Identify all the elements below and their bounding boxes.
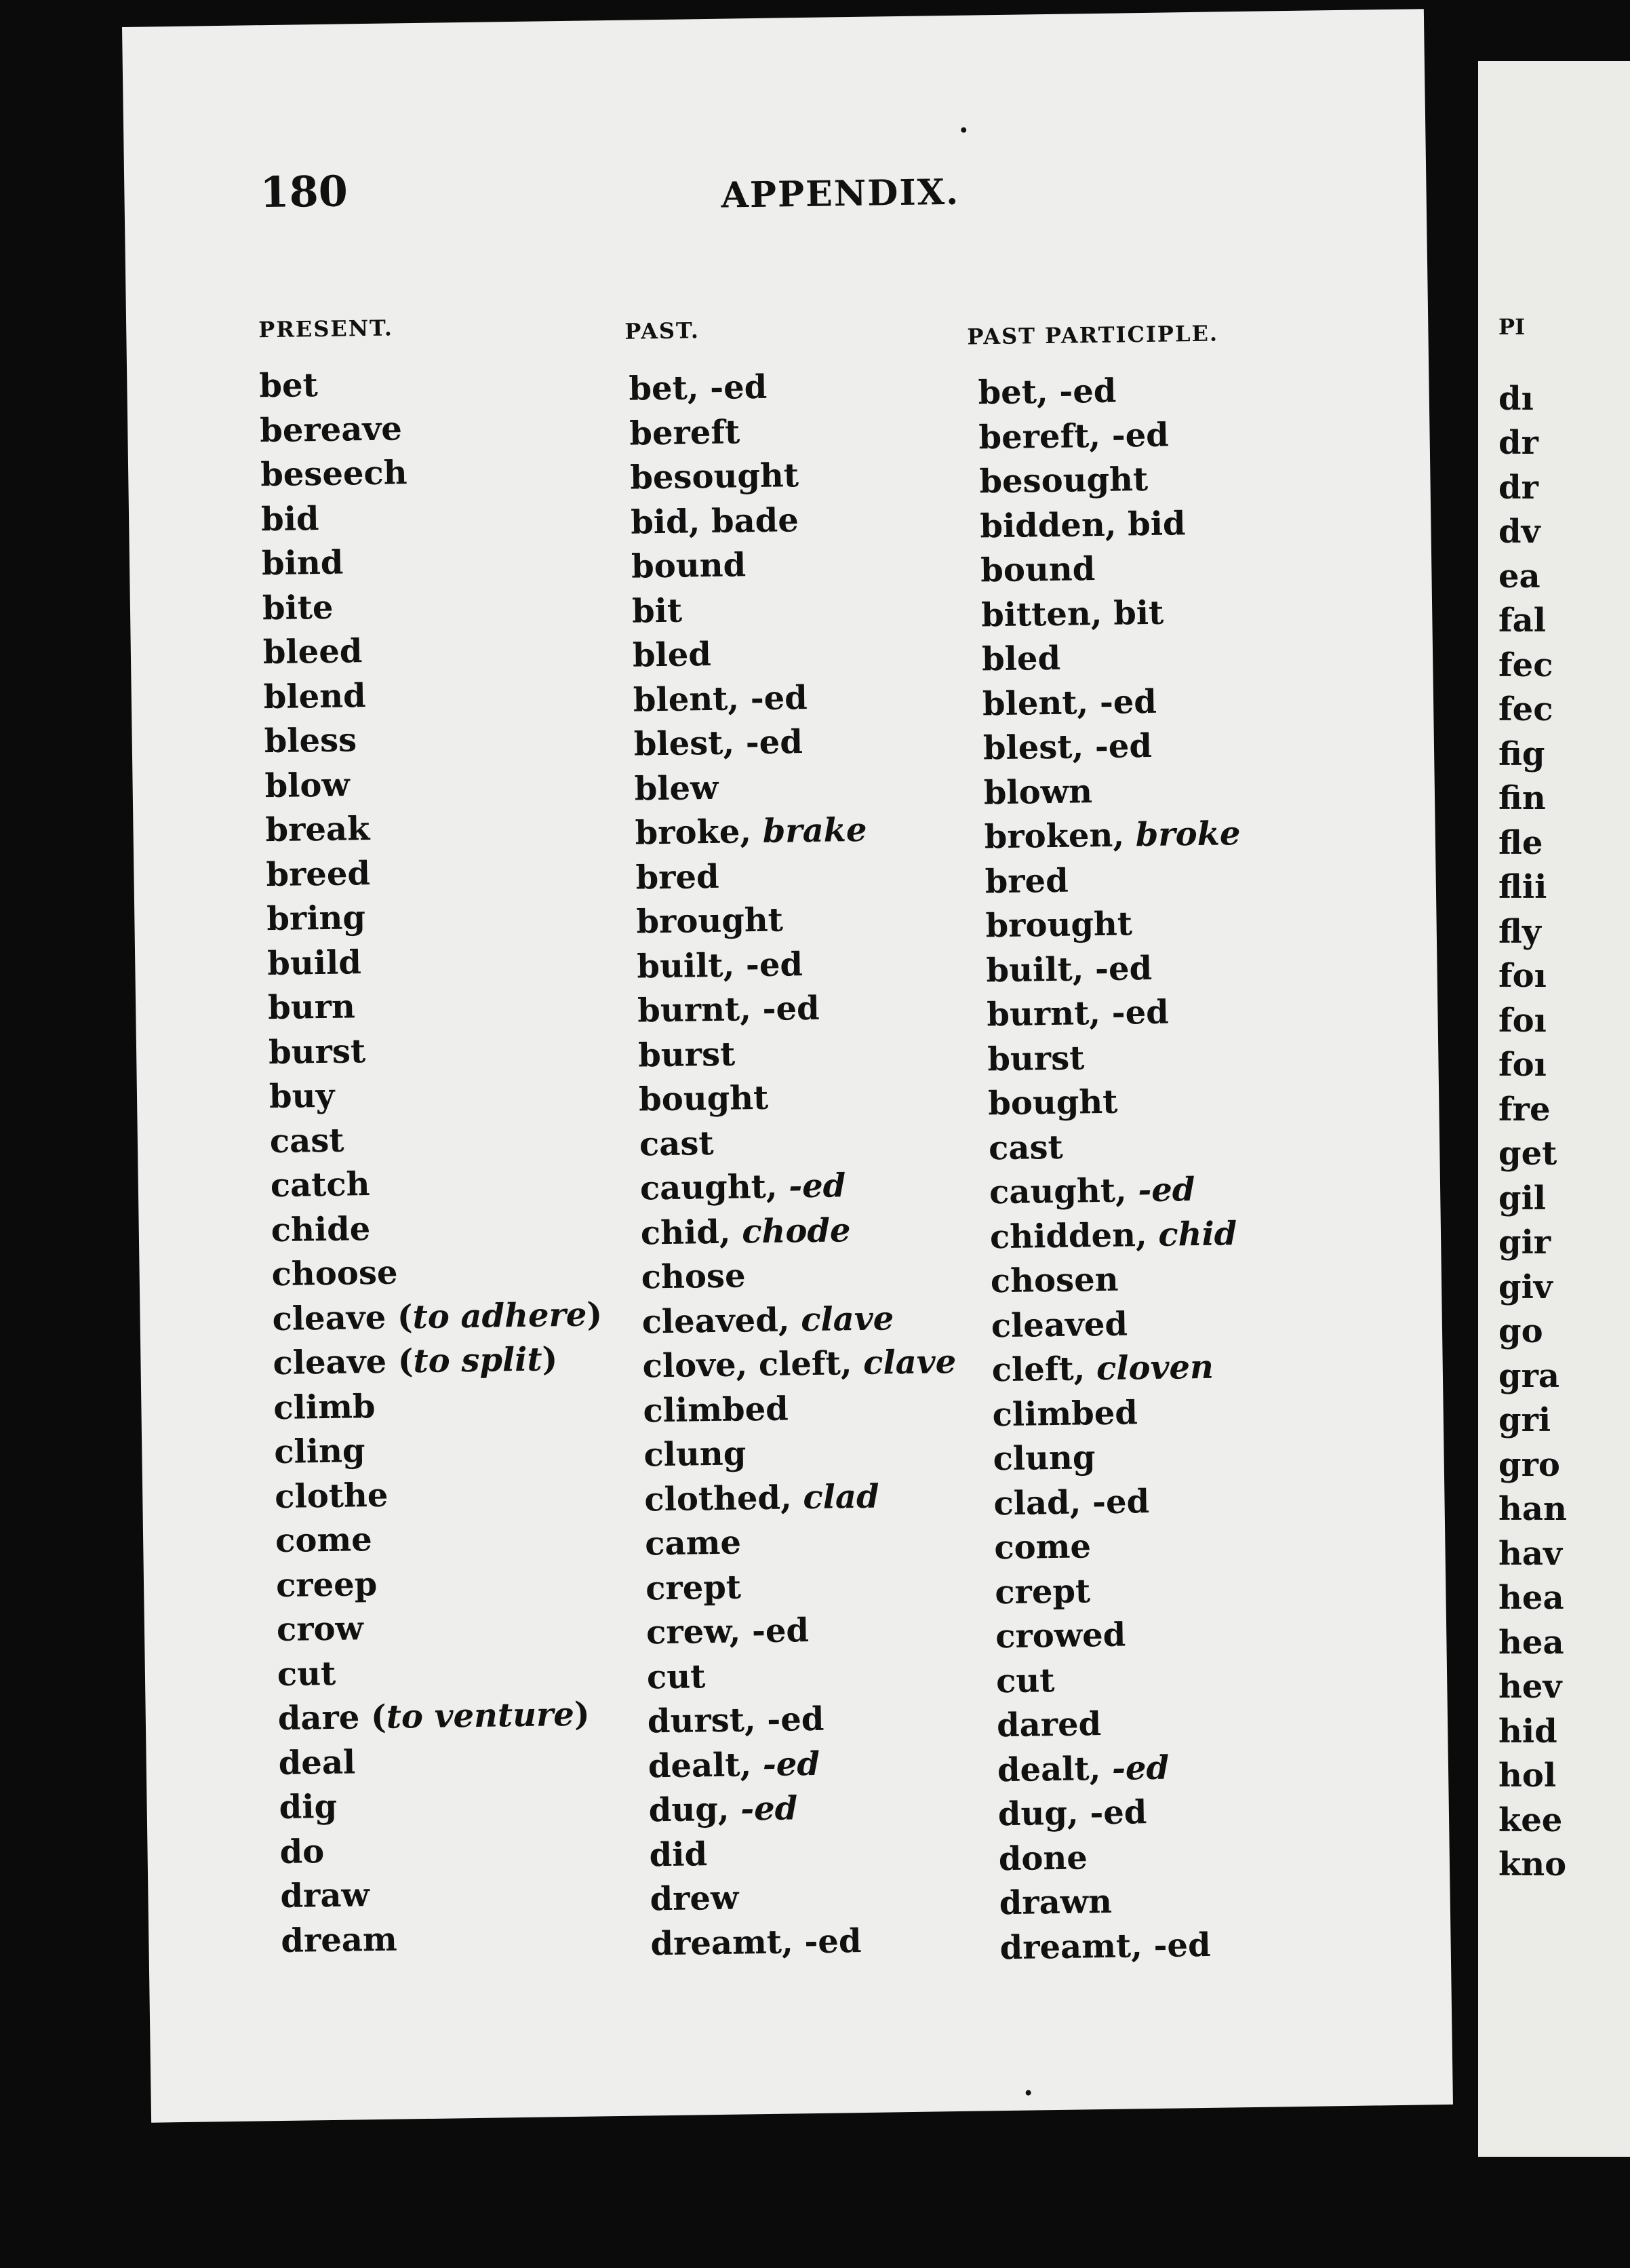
next-page-fragment: dv bbox=[1498, 513, 1540, 551]
present-form: cleave (to adhere) bbox=[272, 1295, 603, 1338]
next-page-fragment: fly bbox=[1498, 912, 1541, 951]
past-form: bit bbox=[631, 591, 683, 631]
present-form: bind bbox=[261, 543, 344, 583]
past-form: cast bbox=[639, 1124, 714, 1164]
past-form: caught, -ed bbox=[639, 1167, 846, 1208]
past-participle-form: bet, -ed bbox=[978, 372, 1117, 412]
next-page-fragment: gri bbox=[1498, 1401, 1551, 1439]
present-form: buy bbox=[269, 1076, 335, 1116]
past-participle-form: broken, broke bbox=[984, 815, 1241, 857]
present-form: bless bbox=[264, 721, 357, 761]
present-form: blend bbox=[263, 676, 366, 716]
page-number: 180 bbox=[259, 166, 349, 218]
past-participle-form: blown bbox=[983, 772, 1093, 812]
next-page-fragment: hid bbox=[1498, 1712, 1557, 1751]
past-form: clothed, clad bbox=[643, 1477, 879, 1519]
past-participle-form: climbed bbox=[992, 1393, 1138, 1434]
past-participle-form: bereft, -ed bbox=[978, 416, 1170, 456]
next-page-fragment: hev bbox=[1498, 1668, 1562, 1706]
next-page-fragment: hol bbox=[1498, 1757, 1557, 1795]
past-participle-form: bred bbox=[985, 861, 1069, 901]
present-form: do bbox=[279, 1832, 325, 1871]
next-page-fragment: fec bbox=[1498, 690, 1553, 728]
past-participle-form: built, -ed bbox=[986, 949, 1153, 990]
next-page-fragment: kee bbox=[1498, 1801, 1563, 1839]
next-page-fragment: gro bbox=[1498, 1445, 1560, 1484]
past-form: dug, -ed bbox=[648, 1789, 798, 1830]
present-form: come bbox=[275, 1521, 373, 1561]
next-page-fragment: get bbox=[1498, 1135, 1557, 1173]
next-page-fragment: gil bbox=[1498, 1179, 1547, 1217]
present-form: bleed bbox=[262, 632, 363, 672]
present-form: dig bbox=[279, 1787, 338, 1827]
next-page-fragment: foı bbox=[1498, 1001, 1547, 1040]
present-form: draw bbox=[280, 1876, 370, 1916]
present-form: blow bbox=[264, 765, 351, 805]
past-form: bereft bbox=[629, 412, 740, 453]
present-form: cling bbox=[273, 1432, 365, 1472]
next-page-fragment: dr bbox=[1498, 424, 1538, 462]
next-page-fragment: fin bbox=[1498, 779, 1546, 817]
past-form: bought bbox=[638, 1078, 769, 1119]
past-participle-form: bitten, bit bbox=[980, 593, 1164, 634]
present-form: bite bbox=[262, 588, 334, 627]
past-participle-form: dug, -ed bbox=[997, 1793, 1147, 1834]
past-form: clove, cleft, clave bbox=[642, 1343, 957, 1386]
present-form: bet bbox=[259, 366, 319, 406]
past-form: did bbox=[649, 1835, 708, 1874]
past-participle-form: cut bbox=[995, 1661, 1055, 1700]
past-participle-form: blest, -ed bbox=[982, 726, 1153, 768]
next-page-fragment: fre bbox=[1498, 1090, 1551, 1129]
present-form: cut bbox=[277, 1654, 336, 1694]
past-participle-form: dared bbox=[996, 1705, 1102, 1745]
past-form: bet, -ed bbox=[629, 368, 768, 408]
past-form: durst, -ed bbox=[647, 1700, 824, 1741]
present-form: bring bbox=[266, 899, 366, 939]
present-form: burn bbox=[267, 988, 356, 1028]
past-participle-form: dealt, -ed bbox=[997, 1748, 1170, 1789]
past-form: climbed bbox=[643, 1389, 789, 1430]
present-column bbox=[259, 359, 611, 1963]
next-page-fragment: hav bbox=[1498, 1534, 1562, 1573]
past-form: built, -ed bbox=[637, 945, 803, 986]
present-form: burst bbox=[268, 1032, 366, 1072]
next-page-fragment: foı bbox=[1498, 957, 1547, 995]
next-page-fragment: dr bbox=[1498, 468, 1538, 507]
past-form: besought bbox=[629, 456, 799, 497]
past-form: burst bbox=[637, 1035, 736, 1075]
past-participle-form: bidden, bid bbox=[980, 504, 1186, 545]
past-form: dealt, -ed bbox=[648, 1744, 820, 1785]
next-page-fragment: foı bbox=[1498, 1046, 1547, 1084]
past-form: dreamt, -ed bbox=[650, 1921, 862, 1963]
next-page-fragment: flii bbox=[1498, 868, 1547, 906]
past-participle-form: caught, -ed bbox=[989, 1171, 1195, 1212]
past-participle-form: come bbox=[994, 1527, 1092, 1567]
past-participle-form: burnt, -ed bbox=[987, 993, 1170, 1034]
next-page-fragment: fle bbox=[1498, 823, 1543, 862]
past-form: cut bbox=[646, 1657, 706, 1696]
past-participle-form: dreamt, -ed bbox=[999, 1925, 1211, 1967]
past-participle-form: drawn bbox=[999, 1882, 1113, 1923]
past-participle-form: blent, -ed bbox=[982, 682, 1157, 723]
past-participle-form: done bbox=[998, 1838, 1088, 1878]
past-form: blest, -ed bbox=[633, 723, 803, 764]
present-form: dare (to venture) bbox=[277, 1695, 590, 1738]
present-form: cleave (to split) bbox=[273, 1340, 558, 1383]
past-form: cleaved, clave bbox=[641, 1299, 894, 1341]
next-page-fragment: hea bbox=[1498, 1623, 1564, 1662]
next-page-fragments bbox=[1498, 305, 1567, 1888]
past-participle-form: crowed bbox=[995, 1616, 1126, 1656]
past-form: came bbox=[644, 1523, 742, 1563]
next-page-fragment: fal bbox=[1498, 602, 1546, 640]
next-page-fragment: ea bbox=[1498, 557, 1540, 595]
ink-speck bbox=[1026, 2090, 1031, 2096]
past-participle-form: chosen bbox=[990, 1260, 1119, 1301]
next-page-fragment: fec bbox=[1498, 646, 1553, 684]
ink-speck bbox=[961, 128, 966, 133]
present-form: bereave bbox=[259, 409, 403, 450]
next-page-fragment: kno bbox=[1498, 1845, 1567, 1883]
present-form: crow bbox=[276, 1609, 364, 1649]
past-participle-form: cast bbox=[988, 1128, 1064, 1167]
past-participle-column bbox=[978, 368, 1256, 1970]
past-form: blent, -ed bbox=[633, 678, 808, 720]
present-form: creep bbox=[275, 1565, 378, 1605]
past-form: bled bbox=[632, 635, 712, 675]
present-form: clothe bbox=[274, 1476, 389, 1516]
present-form: build bbox=[266, 943, 362, 983]
past-form: clung bbox=[643, 1434, 747, 1474]
past-participle-form: besought bbox=[979, 460, 1149, 501]
past-participle-form: crept bbox=[994, 1571, 1091, 1611]
past-participle-form: brought bbox=[985, 905, 1133, 945]
next-page-fragment: fig bbox=[1498, 735, 1545, 773]
past-form: bound bbox=[631, 546, 747, 586]
next-page-fragment: han bbox=[1498, 1490, 1567, 1528]
next-page-fragment: gir bbox=[1498, 1224, 1551, 1262]
present-form: beseech bbox=[260, 454, 408, 494]
past-participle-form: cleft, cloven bbox=[991, 1348, 1214, 1390]
past-form: crew, -ed bbox=[645, 1611, 810, 1652]
past-participle-form: burst bbox=[987, 1038, 1085, 1078]
running-head: APPENDIX. bbox=[721, 171, 960, 216]
past-form: blew bbox=[634, 768, 719, 808]
present-form: chide bbox=[271, 1209, 371, 1249]
next-page-edge bbox=[1478, 61, 1630, 2157]
past-participle-form: bound bbox=[980, 550, 1096, 590]
present-form: dream bbox=[281, 1920, 398, 1960]
past-participle-form: bought bbox=[987, 1082, 1118, 1123]
past-form: chid, chode bbox=[640, 1211, 851, 1252]
past-participle-form: cleaved bbox=[991, 1304, 1128, 1345]
present-form: choose bbox=[271, 1253, 398, 1294]
past-participle-form: chidden, chid bbox=[989, 1214, 1237, 1256]
next-page-fragment: gra bbox=[1498, 1356, 1559, 1395]
past-form: drew bbox=[650, 1879, 739, 1919]
present-form: climb bbox=[273, 1387, 376, 1427]
next-page-fragment: dı bbox=[1498, 379, 1534, 418]
past-participle-form: clad, -ed bbox=[993, 1482, 1150, 1523]
present-form: cast bbox=[269, 1121, 344, 1160]
next-page-fragment: PI bbox=[1498, 314, 1526, 340]
past-form: brought bbox=[636, 901, 784, 941]
present-form: deal bbox=[278, 1742, 356, 1782]
past-participle-form: bled bbox=[981, 639, 1061, 679]
next-page-fragment: giv bbox=[1498, 1268, 1553, 1306]
present-form: break bbox=[265, 810, 370, 850]
header-present: PRESENT. bbox=[258, 315, 394, 343]
past-column bbox=[629, 363, 964, 1966]
header-past-participle: PAST PARTICIPLE. bbox=[967, 320, 1219, 350]
past-form: bid, bade bbox=[630, 501, 799, 542]
past-form: burnt, -ed bbox=[637, 989, 820, 1030]
present-form: bid bbox=[260, 499, 319, 539]
present-form: breed bbox=[266, 854, 371, 894]
next-page-fragment: go bbox=[1498, 1312, 1543, 1350]
past-form: broke, brake bbox=[635, 810, 867, 853]
present-form: catch bbox=[270, 1165, 370, 1205]
past-form: bred bbox=[635, 857, 719, 897]
header-past: PAST. bbox=[624, 317, 700, 345]
book-page bbox=[122, 9, 1453, 2123]
next-page-fragment: hea bbox=[1498, 1579, 1564, 1617]
past-form: crept bbox=[645, 1567, 742, 1607]
past-form: chose bbox=[641, 1257, 746, 1297]
past-participle-form: clung bbox=[993, 1439, 1096, 1479]
